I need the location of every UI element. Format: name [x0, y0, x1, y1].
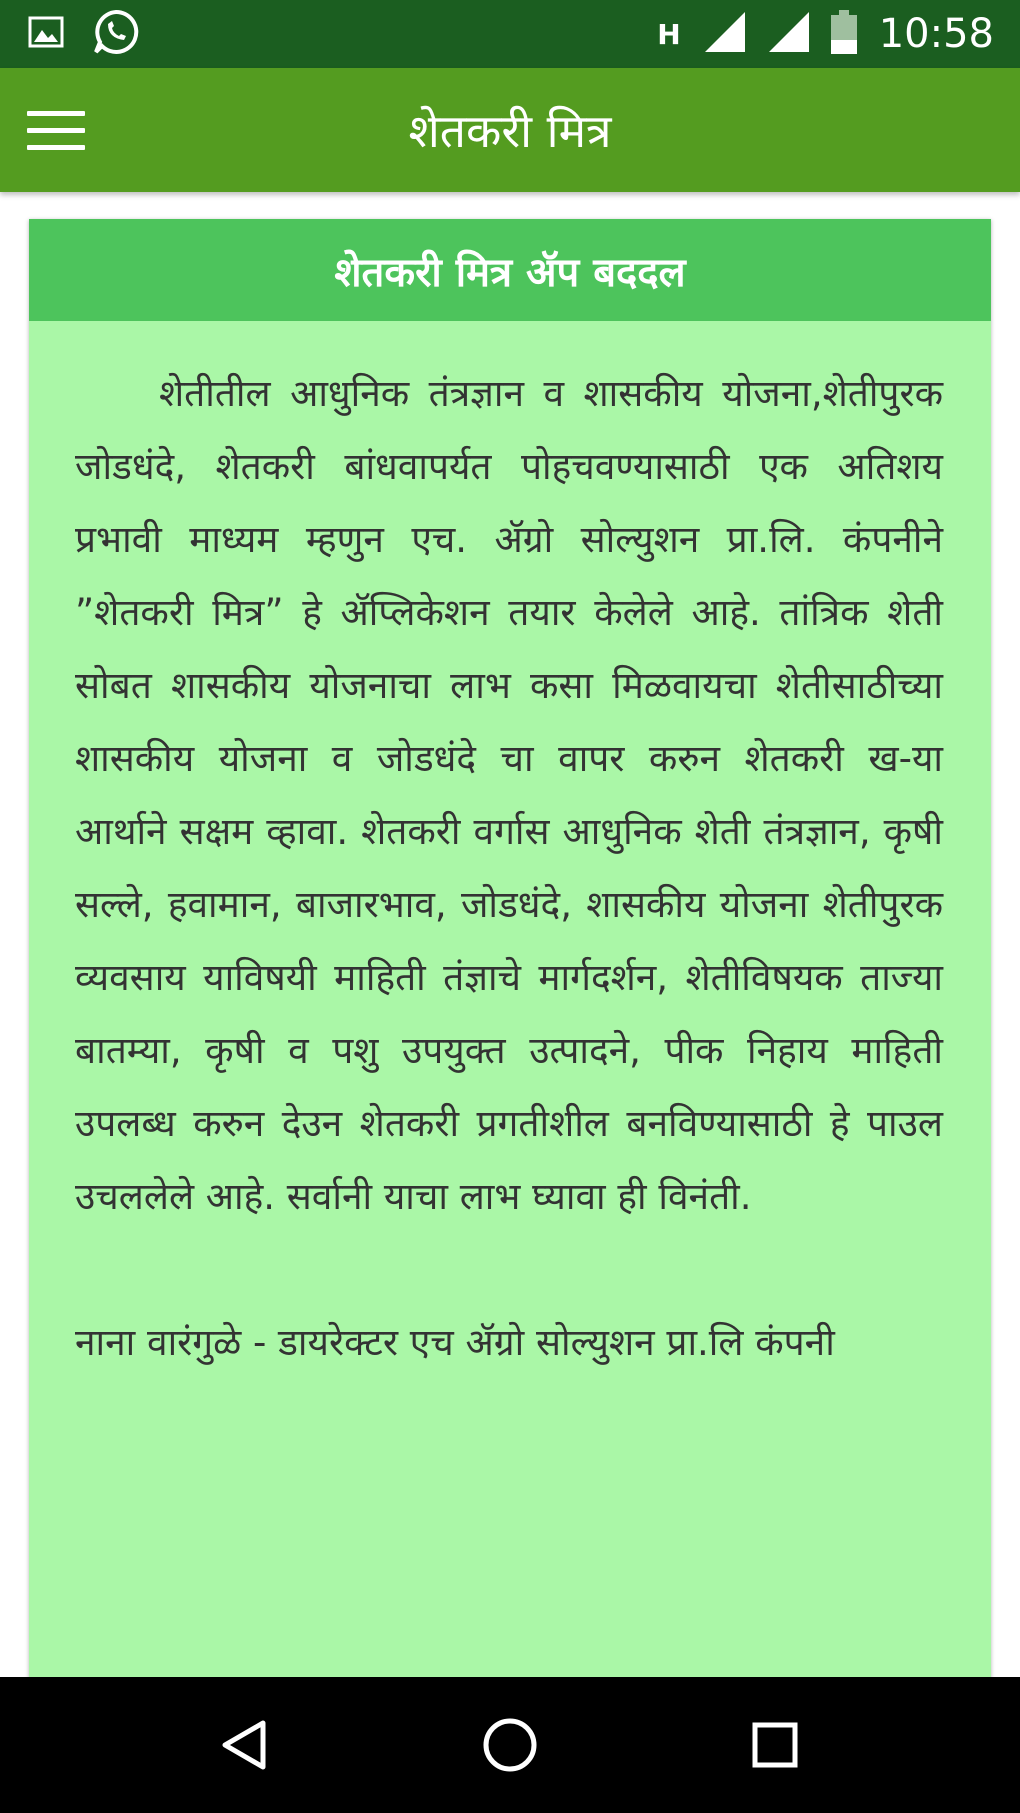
director-text: नाना वारंगुळे - डायरेक्टर एच ॲग्रो सोल्युशन प्रा.लि कंपनी [75, 1321, 835, 1364]
about-text: शेतीतील आधुनिक तंत्रज्ञान व शासकीय योजना,शेतीपुरक जोडधंदे, शेतकरी बांधवापर्यत पोहचवण्यासाठी एक अतिशय प्रभावी माध्यम म्हणुन एच. ॲग्रो सोल्युशन प्रा.लि. कंपनीने ”शेतकरी मित्र” हे ॲप्लिकेशन तयार केलेले आहे. तांत्रिक शेती सोबत शासकीय योजनाचा लाभ कसा मिळवायचा शेतीसाठीच्या शासकीय योजना व जोडधंदे चा वापर करुन शेतकरी ख-या आर्थाने सक्षम व्हावा. शेतकरी वर्गास आधुनिक शेती तंत्रज्ञान, कृषी सल्ले, हवामान, बाजारभाव, जोडधंदे, शासकीय योजना शेतीपुरक व्यवसाय याविषयी माहिती तंज्ञाचे मार्गदर्शन, शेतीविषयक ताज्या बातम्या, कृषी व पशु उपयुक्त उत्पादने, पीक निहाय माहिती उपलब्ध करुन देउन शेतकरी प्रगतीशील बनविण्यासाठी हे पाउल उचललेले आहे. सर्वानी याचा लाभ घ्यावा ही विनंती. [75, 372, 943, 1218]
about-card [29, 219, 991, 1679]
signal-icon [747, 10, 811, 58]
battery-icon [811, 10, 857, 58]
card-body [29, 321, 991, 1379]
status-left [28, 8, 168, 60]
status-right [657, 10, 994, 58]
gallery-icon [28, 16, 92, 52]
back-icon[interactable] [205, 1705, 285, 1785]
app-bar [0, 68, 1020, 192]
app-title: शेतकरी मित्र [408, 104, 612, 158]
whatsapp-icon [92, 8, 168, 60]
home-icon[interactable] [470, 1705, 550, 1785]
status-bar [0, 0, 1020, 68]
card-header: शेतकरी मित्र ॲप बददल [29, 219, 991, 321]
nav-bar [0, 1677, 1020, 1813]
signal-icon [683, 10, 747, 58]
network-type: H [657, 17, 681, 51]
status-time: 10:58 [878, 11, 994, 57]
recents-icon[interactable] [735, 1705, 815, 1785]
